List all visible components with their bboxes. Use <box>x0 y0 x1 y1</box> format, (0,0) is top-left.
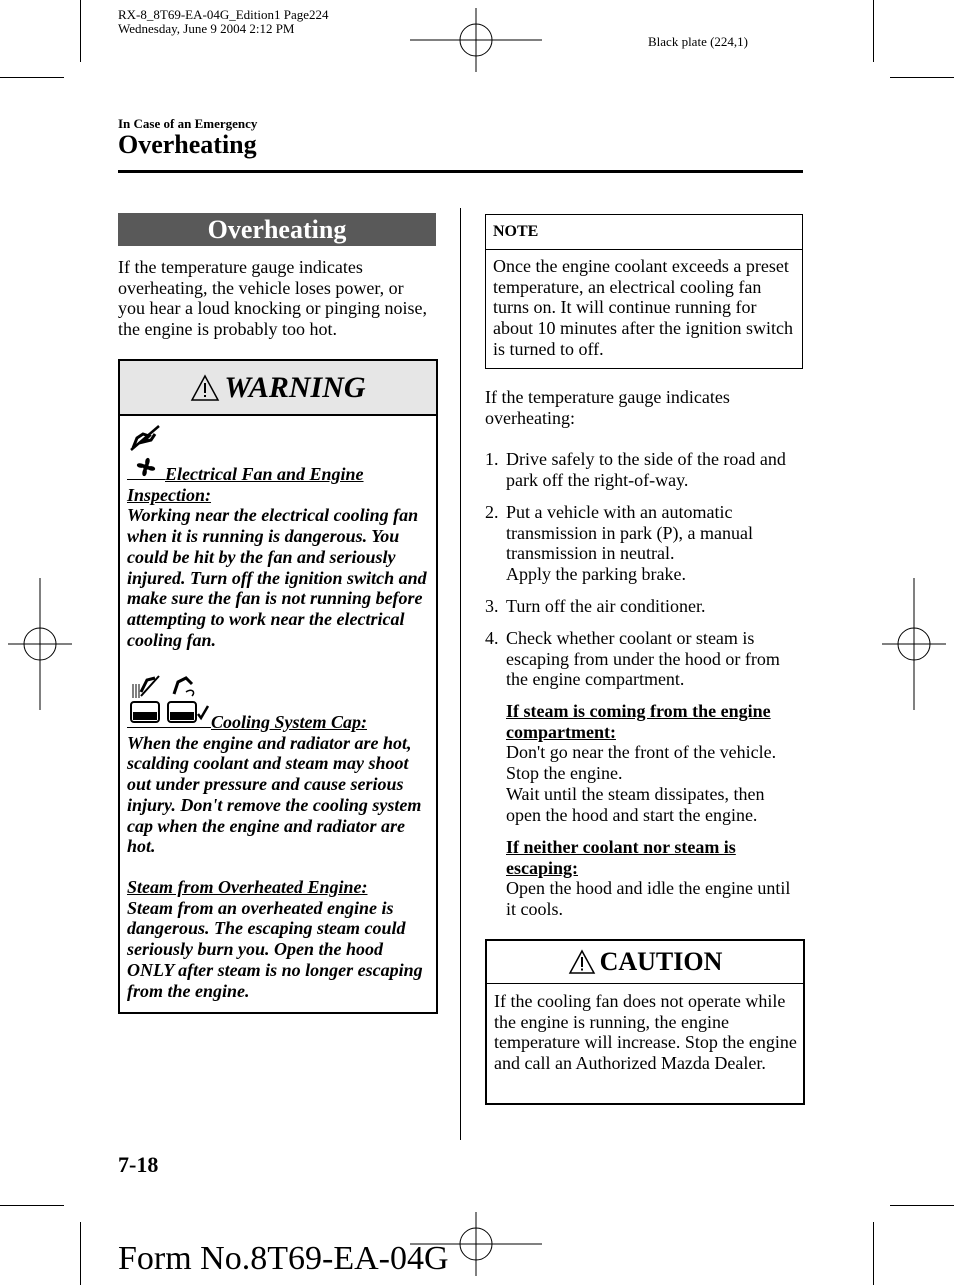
steps-intro: If the temperature gauge indicates overheating: <box>485 387 730 428</box>
note-text: Once the engine coolant exceeds a preset temperature, an electrical cooling fan turns on. It will continue running for about 10 minutes after the ignition switch is turned to off. <box>493 256 793 359</box>
warning-item-body: Steam from an overheated engine is dangerous. The escaping steam could seriously burn you. Open the hood ONLY after steam is no longer escaping from the engine. <box>127 897 423 1001</box>
registration-mark-icon <box>8 578 72 710</box>
crop-mark <box>80 0 81 62</box>
warning-item-body: When the engine and radiator are hot, scalding coolant and steam may shoot out under pressure and cause serious injury. Don't remove the cooling system cap when the engine and radiator are hot. <box>127 732 422 857</box>
case-line: Stop the engine. <box>506 763 623 784</box>
note-box <box>485 214 803 369</box>
caution-header <box>487 941 803 984</box>
intro-paragraph: If the temperature gauge indicates overheating, the vehicle loses power, or you hear a loud knocking or pinging noise, the engine is probably too hot. <box>118 257 427 340</box>
step-number: 3. <box>485 596 499 616</box>
warning-heading: WARNING <box>224 371 366 404</box>
step-number: 2. <box>485 502 499 522</box>
step-text: Turn off the air conditioner. <box>506 596 706 616</box>
note-heading: NOTE <box>493 223 539 240</box>
caution-text: If the cooling fan does not operate while the engine is running, the engine temperature will increase. Stop the engine and call an Authorized Mazda Dealer. <box>494 991 797 1074</box>
step-text: Put a vehicle with an automatic transmission in park (P), a manual transmission in neutral. <box>506 502 753 564</box>
warning-item-fan <box>127 464 432 650</box>
step-number: 1. <box>485 449 499 469</box>
print-date-line: Wednesday, June 9 2004 2:12 PM <box>118 21 295 36</box>
step-text: Check whether coolant or steam is escaping from under the hood or from the engine compartment. <box>506 628 780 690</box>
section-banner: Overheating <box>118 213 436 246</box>
case-no-steam <box>506 837 803 920</box>
step-text: Drive safely to the side of the road and park off the right-of-way. <box>506 449 786 490</box>
crop-mark <box>0 1205 64 1206</box>
caution-triangle-icon <box>568 949 596 975</box>
warning-box <box>118 359 438 1014</box>
crop-mark <box>873 0 874 62</box>
step-item <box>506 502 786 585</box>
warning-item-steam <box>127 877 432 1001</box>
case-line: Don't go near the front of the vehicle. <box>506 742 777 763</box>
page-number: 7-18 <box>118 1152 159 1177</box>
step-extra: Apply the parking brake. <box>506 564 686 585</box>
crop-mark <box>0 77 64 78</box>
title-rule <box>118 170 803 173</box>
note-header <box>486 215 802 250</box>
print-plate: Black plate (224,1) <box>648 34 748 49</box>
crop-mark <box>873 1222 874 1285</box>
warning-item-title: Electrical Fan and Engine Inspection: <box>127 464 364 505</box>
print-file-line: RX-8_8T69-EA-04G_Edition1 Page224 <box>118 7 329 22</box>
case-steam <box>506 701 803 825</box>
case-line: Open the hood and idle the engine until it cools. <box>506 878 791 920</box>
crop-mark <box>80 1222 81 1285</box>
registration-mark-icon <box>410 8 542 72</box>
step-number: 4. <box>485 628 499 648</box>
section-label: In Case of an Emergency <box>118 116 258 131</box>
case-heading: If steam is coming from the engine compartment: <box>506 701 771 742</box>
column-divider <box>460 208 461 1140</box>
registration-mark-icon <box>882 578 946 710</box>
warning-item-title: Steam from Overheated Engine: <box>127 877 368 897</box>
caution-box <box>485 939 805 1105</box>
crop-mark <box>890 77 954 78</box>
warning-item-body: Working near the electrical cooling fan when it is running is dangerous. You could be hit by the fan and seriously injured. Turn off the ignition switch and make sure the fan is not running before attempting to work near the electrical cooling fan. <box>127 505 427 650</box>
form-number: Form No.8T69-EA-04G <box>118 1240 449 1277</box>
warning-item-cap <box>127 712 432 857</box>
crop-mark <box>890 1205 954 1206</box>
case-heading: If neither coolant nor steam is escaping: <box>506 837 736 878</box>
page-title: Overheating <box>118 130 257 159</box>
warning-header <box>120 361 436 416</box>
warning-item-title: Cooling System Cap: <box>211 712 368 732</box>
warning-triangle-icon <box>190 374 220 402</box>
caution-heading: CAUTION <box>599 947 723 976</box>
case-line: Wait until the steam dissipates, then open the hood and start the engine. <box>506 783 765 825</box>
